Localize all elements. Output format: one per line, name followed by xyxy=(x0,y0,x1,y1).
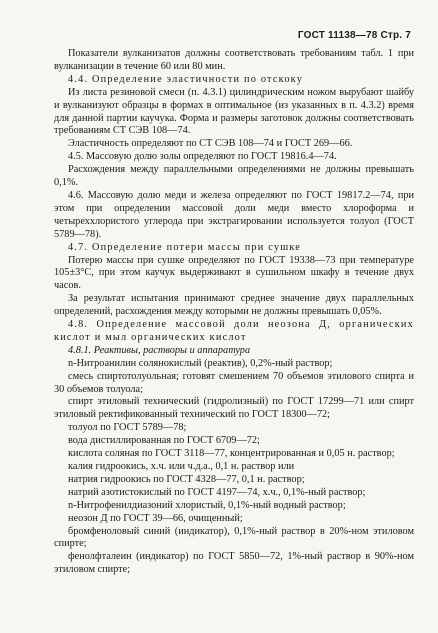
paragraph: 4.6. Массовую долю меди и железа определяют по ГОСТ 19817.2—74, при этом при определении массовой доли меди вместо хлороформа и четыреххлористого углерода при экстрагировании используется толуол (ГОСТ 5789—78). xyxy=(54,189,414,240)
list-item: калия гидроокись, х.ч. или ч.д.а., 0,1 н. раствор или xyxy=(68,461,295,472)
list-item: n-Нитрофенилдиазоний хлористый, 0,1%-ный водный раствор; xyxy=(68,499,346,511)
list-item: n-Нитроанилин солянокислый (реактив), 0,2%-ный раствор; xyxy=(68,357,333,369)
paragraph: Показатели вулканизатов должны соответствовать требованиям табл. 1 при вулканизации в течение 60 или 80 мин. xyxy=(54,48,414,72)
page-header: ГОСТ 11138—78 Стр. 7 xyxy=(297,30,411,41)
paragraph: 4.5. Массовую долю золы определяют по ГОСТ 19816.4—74. xyxy=(68,151,337,163)
list-item: натрия гидроокись по ГОСТ 4328—77, 0,1 н. раствор; xyxy=(68,473,305,485)
section-heading: 4.7. Определение потери массы при сушке xyxy=(68,241,302,253)
paragraph: Потерю массы при сушке определяют по ГОСТ 19338—73 при температуре 105±3°С, при этом каучук выдерживают в сушильном шкафу в течение двух часов. xyxy=(54,254,414,292)
list-item: толуол по ГОСТ 5789—78; xyxy=(68,422,187,434)
subsection-heading: 4.8.1. Реактивы, растворы и аппаратура xyxy=(68,344,251,356)
section-heading: 4.8. Определение массовой доли неозона Д, органических кислот и мыл органических кислот xyxy=(54,319,414,343)
section-heading: 4.4. Определение эластичности по отскоку xyxy=(68,73,304,85)
list-item: вода дистиллированная по ГОСТ 6709—72; xyxy=(68,435,260,447)
list-item: спирт этиловый технический (гидролизный) по ГОСТ 17299—71 или спирт этиловый ректификованный технический по ГОСТ 18300—72; xyxy=(54,396,414,421)
paragraph: За результат испытания принимают среднее значение двух параллельных определений, расхождения между которыми не должны превышать 0,05%. xyxy=(54,293,414,318)
list-item: смесь спиртотолуольная; готовят смешением 70 объемов этилового спирта и 30 объемов толуола; xyxy=(54,370,414,395)
list-item: натрий азотистокислый по ГОСТ 4197—74, х.ч., 0,1%-ный раствор; xyxy=(68,486,366,498)
list-item: фенолфталеин (индикатор) по ГОСТ 5850—72, 1%-ный раствор в 90%-ном этиловом спирте; xyxy=(54,551,414,576)
paragraph: Расхождения между параллельными определениями не должны превышать 0,1%. xyxy=(54,164,414,189)
paragraph: Эластичность определяют по СТ СЭВ 108—74 и ГОСТ 269—66. xyxy=(68,138,353,150)
list-item: бромфеноловый синий (индикатор), 0,1%-ный раствор в 20%-ном этиловом спирте; xyxy=(54,525,414,550)
paragraph: Из листа резиновой смеси (п. 4.3.1) цилиндрическим ножом вырубают шайбу и вулканизуют образцы в формах в оптимальное (из указанных в п. 4.3.2) время для данной партии каучука. Форма и размеры заготовок должны соответствовать требованиям СТ СЭВ 108—74. xyxy=(54,86,414,137)
document-body xyxy=(54,48,414,577)
list-item: неозон Д по ГОСТ 39—66, очищенный; xyxy=(68,512,243,524)
list-item: кислота соляная по ГОСТ 3118—77, концентрированная и 0,05 н. раствор; xyxy=(68,448,395,460)
